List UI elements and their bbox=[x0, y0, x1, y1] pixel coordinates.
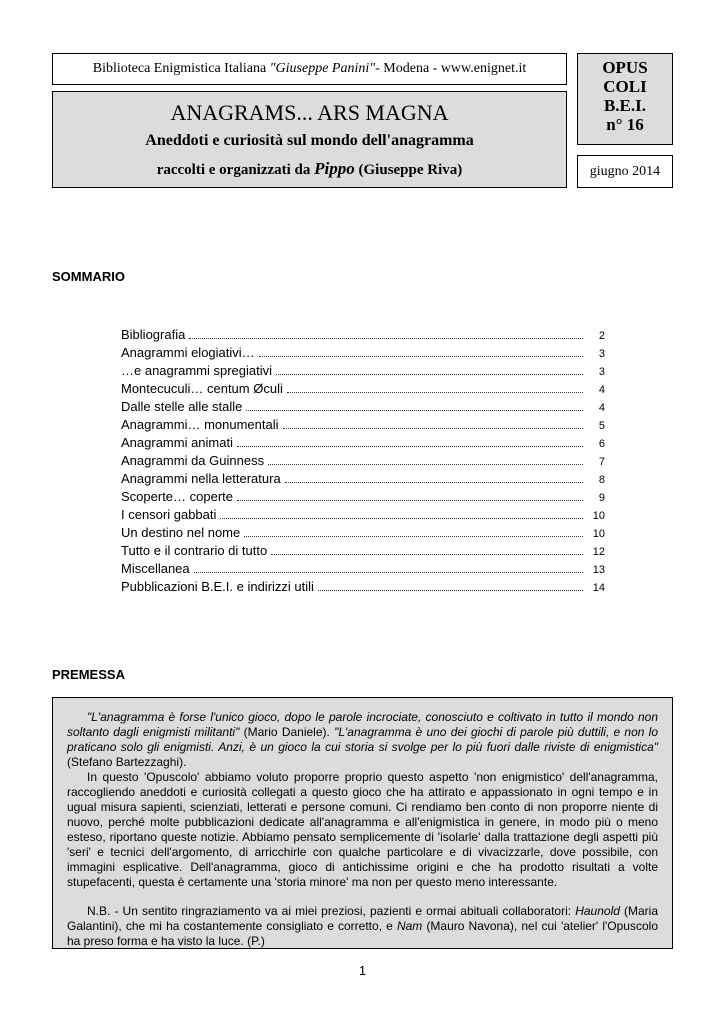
toc-entry bbox=[121, 507, 605, 525]
toc-leader bbox=[194, 571, 583, 573]
toc-page: 10 bbox=[592, 528, 605, 540]
document-subtitle: Aneddoti e curiosità sul mondo dell'anagramma bbox=[145, 132, 474, 149]
toc-leader bbox=[276, 373, 583, 375]
toc-label: Tutto e il contrario di tutto bbox=[121, 543, 268, 558]
toc-entry bbox=[121, 543, 605, 561]
premessa-heading: PREMESSA bbox=[52, 667, 125, 682]
toc-leader bbox=[189, 337, 583, 339]
quote-bartezzaghi: "L'anagramma è uno dei giochi di parole più duttili, e non lo praticano solo gli enigmisti. Anzi, è un gioco la cui storia si svolge per lo più fuori dalle riviste di enigmistica" bbox=[67, 725, 659, 754]
toc-page: 6 bbox=[598, 438, 605, 450]
document-credit bbox=[53, 159, 566, 180]
opus-line: COLI bbox=[603, 77, 647, 96]
table-of-contents bbox=[121, 327, 605, 597]
toc-page: 2 bbox=[598, 330, 605, 342]
toc-label: Anagrammi… monumentali bbox=[121, 417, 279, 432]
toc-label: Anagrammi elogiativi… bbox=[121, 345, 255, 360]
toc-leader bbox=[271, 553, 583, 555]
toc-page: 13 bbox=[592, 564, 605, 576]
sommario-heading: SOMMARIO bbox=[52, 269, 125, 284]
toc-entry bbox=[121, 453, 605, 471]
toc-page: 8 bbox=[598, 474, 605, 486]
author-bartezzaghi: (Stefano Bartezzaghi). bbox=[67, 755, 187, 769]
library-suffix: - Modena - www.enignet.it bbox=[375, 61, 527, 76]
acknowledgement-note bbox=[67, 904, 658, 949]
document-title: ANAGRAMS... ARS MAGNA bbox=[170, 100, 449, 125]
toc-label: Un destino nel nome bbox=[121, 525, 241, 540]
toc-leader bbox=[246, 409, 583, 411]
toc-entry bbox=[121, 345, 605, 363]
opus-line: n° 16 bbox=[606, 115, 644, 134]
toc-leader bbox=[268, 463, 583, 465]
toc-page: 4 bbox=[598, 402, 605, 414]
toc-page: 5 bbox=[598, 420, 605, 432]
library-name: "Giuseppe Panini" bbox=[269, 61, 376, 76]
toc-leader bbox=[283, 427, 583, 429]
opus-line: OPUS bbox=[602, 58, 648, 77]
toc-entry bbox=[121, 363, 605, 381]
toc-entry bbox=[121, 489, 605, 507]
toc-page: 7 bbox=[598, 456, 605, 468]
toc-entry bbox=[121, 399, 605, 417]
toc-label: …e anagrammi spregiativi bbox=[121, 363, 273, 378]
toc-page: 4 bbox=[598, 384, 605, 396]
toc-label: Montecuculi… centum Øculi bbox=[121, 381, 283, 396]
nb-name-nam: Nam bbox=[396, 919, 423, 933]
credit-prefix: raccolti e organizzati da bbox=[156, 162, 315, 178]
toc-page: 10 bbox=[592, 510, 605, 522]
page-number: 1 bbox=[358, 963, 367, 978]
nb-prefix: N.B. - Un sentito ringraziamento va ai miei preziosi, pazienti e ormai abituali collaboratori: bbox=[87, 904, 576, 918]
credit-suffix: (Giuseppe Riva) bbox=[354, 162, 463, 178]
author-daniele: (Mario Daniele). bbox=[239, 725, 335, 739]
toc-entry bbox=[121, 417, 605, 435]
toc-entry bbox=[121, 435, 605, 453]
toc-page: 3 bbox=[598, 348, 605, 360]
toc-entry bbox=[121, 525, 605, 543]
title-block bbox=[52, 91, 567, 188]
toc-leader bbox=[259, 355, 583, 357]
toc-page: 12 bbox=[592, 546, 605, 558]
toc-label: Scoperte… coperte bbox=[121, 489, 234, 504]
toc-page: 9 bbox=[598, 492, 605, 504]
premessa-box bbox=[52, 697, 673, 949]
toc-leader bbox=[237, 499, 583, 501]
toc-entry bbox=[121, 579, 605, 597]
toc-leader bbox=[244, 535, 583, 537]
toc-leader bbox=[220, 517, 583, 519]
toc-entry bbox=[121, 471, 605, 489]
premessa-paragraph: In questo 'Opuscolo' abbiamo voluto proporre proprio questo aspetto 'non enigmistico' dell'anagramma, raccogliendo aneddoti e curiosità collegati a questo gioco che ha attirato e appassionato in ogni tempo e in ugual misura sapienti, scienziati, letterati e persone comuni. Ci rendiamo ben conto di non proporre niente di nuovo, perché molte pubblicazioni dedicate all'anagramma e all'enigmistica in genere, in modo più o meno esteso, riportano queste notizie. Abbiamo pensato semplicemente di 'isolarle' dalla trattazione degli aspetti più 'seri' e tecnici dell'argomento, di arricchirle con qualche particolare e di vivacizzarle, dove possibile, con immagini esplicative. Dell'anagramma, gioco di antichissime origini e che ha prodotto risultati a volte stupefacenti, questa è certamente una 'storia minore' ma non per questo meno interessante. bbox=[67, 770, 658, 889]
toc-label: Anagrammi nella letteratura bbox=[121, 471, 281, 486]
opus-badge bbox=[577, 53, 673, 145]
toc-page: 14 bbox=[592, 582, 605, 594]
library-banner bbox=[52, 53, 567, 85]
toc-label: Anagrammi animati bbox=[121, 435, 233, 450]
toc-leader bbox=[287, 391, 583, 393]
toc-label: Miscellanea bbox=[121, 561, 190, 576]
credit-name: Pippo bbox=[314, 159, 355, 178]
toc-label: Bibliografia bbox=[121, 327, 186, 342]
toc-entry bbox=[121, 381, 605, 399]
toc-label: Anagrammi da Guinness bbox=[121, 453, 265, 468]
toc-label: I censori gabbati bbox=[121, 507, 217, 522]
nb-text: (Maria Galantini), che mi ha costantemente consigliato e corretto, e bbox=[67, 904, 659, 933]
toc-leader bbox=[285, 481, 583, 483]
library-prefix: Biblioteca Enigmistica Italiana bbox=[92, 61, 270, 76]
toc-label: Pubblicazioni B.E.I. e indirizzi utili bbox=[121, 579, 314, 594]
nb-text: (Mauro Navona), nel cui 'atelier' l'Opuscolo ha preso forma e ha visto la luce. (P.) bbox=[67, 919, 658, 948]
issue-date: giugno 2014 bbox=[577, 155, 673, 188]
toc-label: Dalle stelle alle stalle bbox=[121, 399, 243, 414]
toc-leader bbox=[237, 445, 583, 447]
premessa-paragraph bbox=[67, 710, 658, 770]
toc-page: 3 bbox=[598, 366, 605, 378]
quote-daniele: "L'anagramma è forse l'unico gioco, dopo le parole incrociate, conosciuto e coltivato in tutto il mondo non soltanto dagli enigmisti militanti" bbox=[67, 710, 658, 739]
nb-name-haunold: Haunold bbox=[575, 904, 620, 918]
toc-entry bbox=[121, 561, 605, 579]
toc-leader bbox=[318, 589, 583, 591]
opus-line: B.E.I. bbox=[603, 96, 647, 115]
toc-entry bbox=[121, 327, 605, 345]
